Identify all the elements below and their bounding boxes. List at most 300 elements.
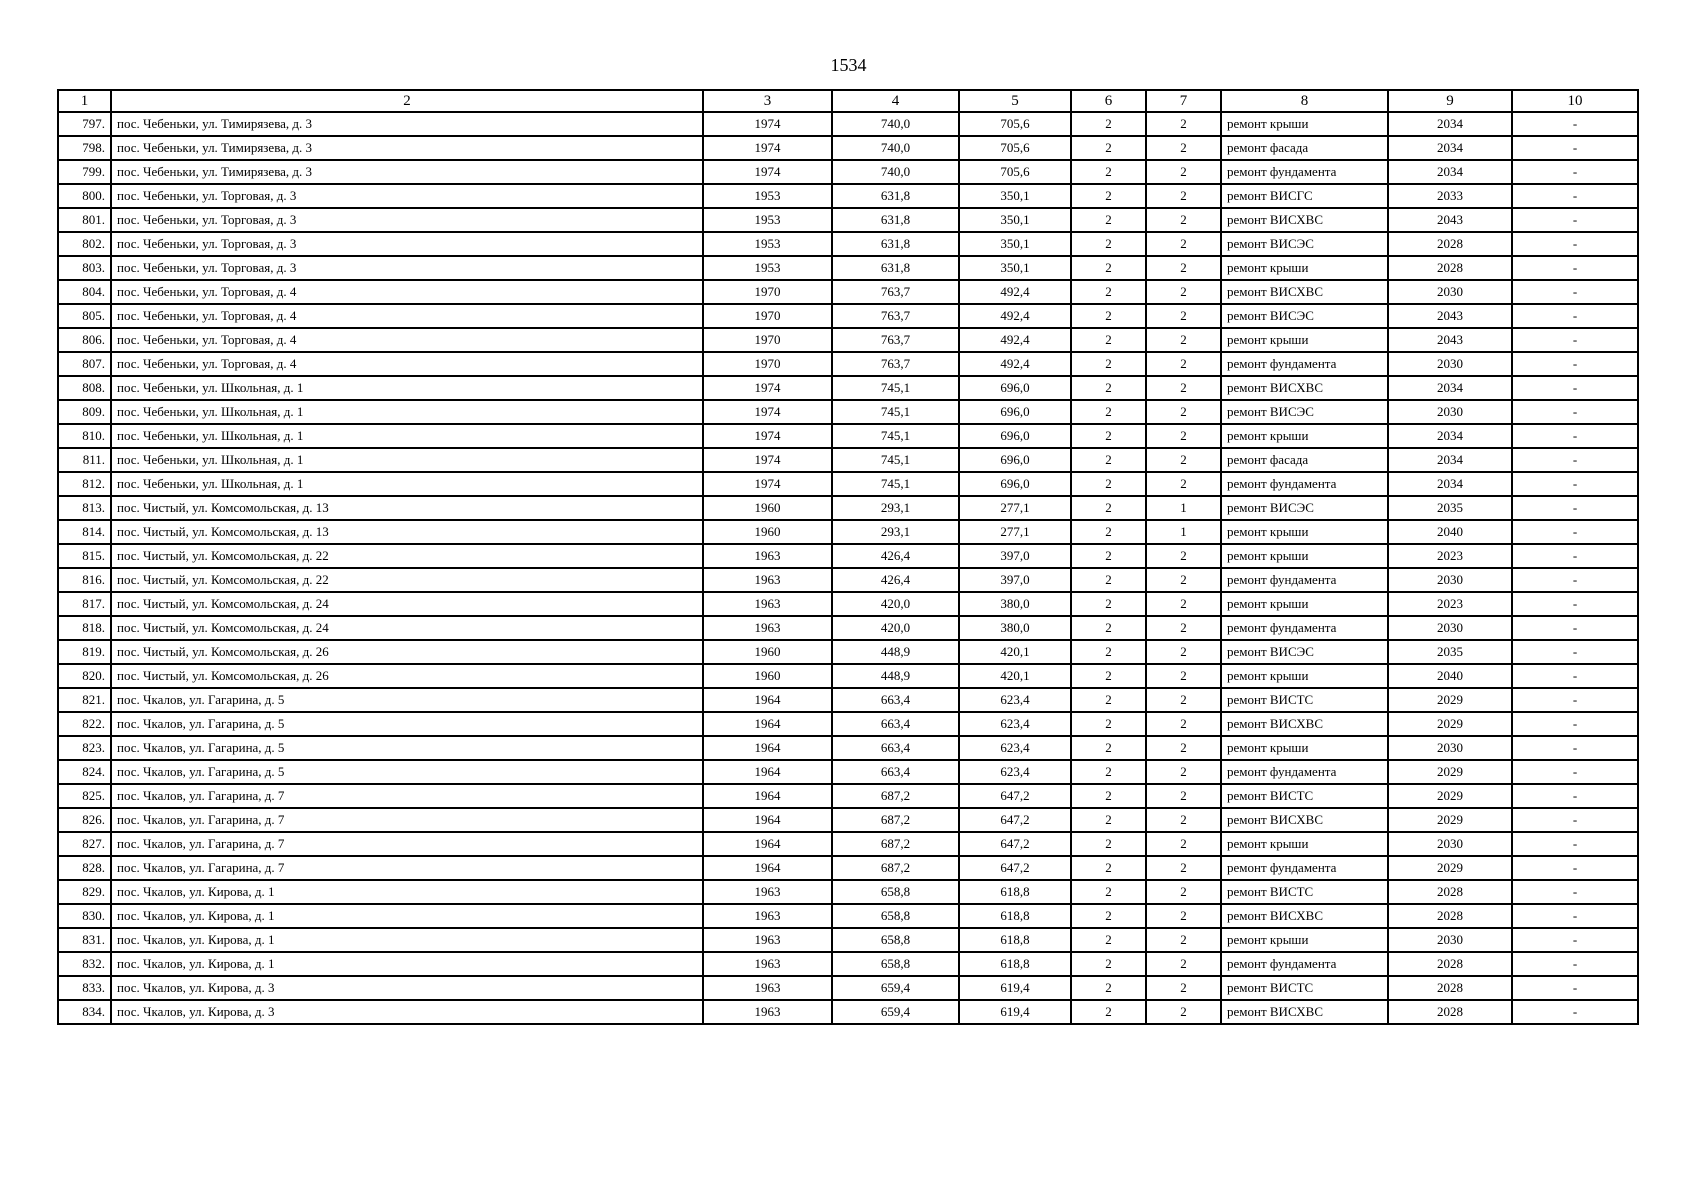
table-row [58, 928, 1638, 952]
work-type-cell: ремонт ВИСЭС [1221, 496, 1388, 520]
entrances-cell: 2 [1146, 280, 1221, 304]
year-cell: 1970 [703, 352, 832, 376]
total-area-cell: 745,1 [832, 376, 959, 400]
floors-cell: 2 [1071, 1000, 1146, 1024]
year-cell: 1974 [703, 448, 832, 472]
work-type-cell: ремонт крыши [1221, 928, 1388, 952]
entrances-cell: 2 [1146, 424, 1221, 448]
row-number-cell: 822. [58, 712, 111, 736]
living-area-cell: 696,0 [959, 376, 1071, 400]
row-number-cell: 807. [58, 352, 111, 376]
entrances-cell: 2 [1146, 448, 1221, 472]
table-row [58, 616, 1638, 640]
year-cell: 1974 [703, 160, 832, 184]
living-area-cell: 618,8 [959, 880, 1071, 904]
row-number-cell: 801. [58, 208, 111, 232]
floors-cell: 2 [1071, 616, 1146, 640]
work-type-cell: ремонт фундамента [1221, 856, 1388, 880]
planned-year-cell: 2030 [1388, 736, 1512, 760]
row-number-cell: 828. [58, 856, 111, 880]
work-type-cell: ремонт ВИСХВС [1221, 1000, 1388, 1024]
planned-year-cell: 2028 [1388, 256, 1512, 280]
year-cell: 1963 [703, 616, 832, 640]
planned-year-cell: 2028 [1388, 232, 1512, 256]
table-row [58, 232, 1638, 256]
address-cell: пос. Чебеньки, ул. Торговая, д. 3 [111, 184, 703, 208]
table-row [58, 784, 1638, 808]
total-area-cell: 687,2 [832, 856, 959, 880]
table-row [58, 640, 1638, 664]
note-cell: - [1512, 208, 1638, 232]
total-area-cell: 663,4 [832, 760, 959, 784]
year-cell: 1974 [703, 376, 832, 400]
planned-year-cell: 2035 [1388, 496, 1512, 520]
address-cell: пос. Чкалов, ул. Кирова, д. 1 [111, 928, 703, 952]
living-area-cell: 380,0 [959, 616, 1071, 640]
entrances-cell: 2 [1146, 472, 1221, 496]
address-cell: пос. Чебеньки, ул. Тимирязева, д. 3 [111, 160, 703, 184]
note-cell: - [1512, 712, 1638, 736]
work-type-cell: ремонт ВИСХВС [1221, 376, 1388, 400]
floors-cell: 2 [1071, 832, 1146, 856]
address-cell: пос. Чкалов, ул. Гагарина, д. 7 [111, 856, 703, 880]
row-number-cell: 812. [58, 472, 111, 496]
table-row [58, 208, 1638, 232]
entrances-cell: 2 [1146, 352, 1221, 376]
table-row [58, 568, 1638, 592]
living-area-cell: 420,1 [959, 640, 1071, 664]
entrances-cell: 2 [1146, 376, 1221, 400]
row-number-cell: 808. [58, 376, 111, 400]
floors-cell: 2 [1071, 568, 1146, 592]
address-cell: пос. Чкалов, ул. Гагарина, д. 7 [111, 784, 703, 808]
year-cell: 1964 [703, 736, 832, 760]
row-number-cell: 833. [58, 976, 111, 1000]
total-area-cell: 659,4 [832, 1000, 959, 1024]
row-number-cell: 810. [58, 424, 111, 448]
work-type-cell: ремонт ВИСХВС [1221, 808, 1388, 832]
row-number-cell: 832. [58, 952, 111, 976]
note-cell: - [1512, 832, 1638, 856]
floors-cell: 2 [1071, 304, 1146, 328]
work-type-cell: ремонт ВИСХВС [1221, 904, 1388, 928]
note-cell: - [1512, 136, 1638, 160]
living-area-cell: 618,8 [959, 928, 1071, 952]
table-row [58, 280, 1638, 304]
entrances-cell: 2 [1146, 112, 1221, 136]
entrances-cell: 2 [1146, 184, 1221, 208]
entrances-cell: 2 [1146, 232, 1221, 256]
row-number-cell: 827. [58, 832, 111, 856]
floors-cell: 2 [1071, 880, 1146, 904]
work-type-cell: ремонт ВИСТС [1221, 784, 1388, 808]
note-cell: - [1512, 112, 1638, 136]
row-number-cell: 813. [58, 496, 111, 520]
address-cell: пос. Чкалов, ул. Гагарина, д. 7 [111, 832, 703, 856]
row-number-cell: 826. [58, 808, 111, 832]
living-area-cell: 420,1 [959, 664, 1071, 688]
planned-year-cell: 2028 [1388, 976, 1512, 1000]
work-type-cell: ремонт крыши [1221, 544, 1388, 568]
total-area-cell: 420,0 [832, 616, 959, 640]
floors-cell: 2 [1071, 904, 1146, 928]
table-row [58, 424, 1638, 448]
note-cell: - [1512, 280, 1638, 304]
entrances-cell: 2 [1146, 1000, 1221, 1024]
floors-cell: 2 [1071, 496, 1146, 520]
address-cell: пос. Чкалов, ул. Кирова, д. 1 [111, 880, 703, 904]
total-area-cell: 448,9 [832, 640, 959, 664]
year-cell: 1953 [703, 208, 832, 232]
floors-cell: 2 [1071, 376, 1146, 400]
living-area-cell: 618,8 [959, 952, 1071, 976]
floors-cell: 2 [1071, 856, 1146, 880]
total-area-cell: 763,7 [832, 352, 959, 376]
work-type-cell: ремонт фундамента [1221, 616, 1388, 640]
table-row [58, 328, 1638, 352]
year-cell: 1963 [703, 904, 832, 928]
living-area-cell: 277,1 [959, 520, 1071, 544]
living-area-cell: 705,6 [959, 112, 1071, 136]
planned-year-cell: 2028 [1388, 880, 1512, 904]
planned-year-cell: 2034 [1388, 424, 1512, 448]
note-cell: - [1512, 544, 1638, 568]
work-type-cell: ремонт крыши [1221, 832, 1388, 856]
total-area-cell: 740,0 [832, 136, 959, 160]
year-cell: 1960 [703, 640, 832, 664]
row-number-cell: 821. [58, 688, 111, 712]
address-cell: пос. Чкалов, ул. Гагарина, д. 5 [111, 736, 703, 760]
total-area-cell: 663,4 [832, 712, 959, 736]
living-area-cell: 696,0 [959, 400, 1071, 424]
total-area-cell: 420,0 [832, 592, 959, 616]
column-header: 10 [1512, 90, 1638, 112]
floors-cell: 2 [1071, 688, 1146, 712]
table-row [58, 160, 1638, 184]
entrances-cell: 2 [1146, 976, 1221, 1000]
address-cell: пос. Чебеньки, ул. Торговая, д. 4 [111, 352, 703, 376]
planned-year-cell: 2034 [1388, 112, 1512, 136]
year-cell: 1963 [703, 592, 832, 616]
planned-year-cell: 2029 [1388, 760, 1512, 784]
address-cell: пос. Чкалов, ул. Кирова, д. 1 [111, 904, 703, 928]
note-cell: - [1512, 736, 1638, 760]
table-row [58, 688, 1638, 712]
year-cell: 1970 [703, 280, 832, 304]
planned-year-cell: 2029 [1388, 856, 1512, 880]
year-cell: 1974 [703, 400, 832, 424]
planned-year-cell: 2028 [1388, 1000, 1512, 1024]
total-area-cell: 293,1 [832, 496, 959, 520]
year-cell: 1963 [703, 1000, 832, 1024]
work-type-cell: ремонт фундамента [1221, 160, 1388, 184]
year-cell: 1974 [703, 424, 832, 448]
year-cell: 1953 [703, 256, 832, 280]
row-number-cell: 823. [58, 736, 111, 760]
note-cell: - [1512, 856, 1638, 880]
column-header: 9 [1388, 90, 1512, 112]
total-area-cell: 763,7 [832, 304, 959, 328]
table-row [58, 664, 1638, 688]
row-number-cell: 834. [58, 1000, 111, 1024]
row-number-cell: 824. [58, 760, 111, 784]
entrances-cell: 2 [1146, 808, 1221, 832]
table-body [58, 112, 1638, 1024]
table-row [58, 448, 1638, 472]
row-number-cell: 804. [58, 280, 111, 304]
work-type-cell: ремонт ВИСТС [1221, 688, 1388, 712]
total-area-cell: 658,8 [832, 952, 959, 976]
row-number-cell: 800. [58, 184, 111, 208]
row-number-cell: 814. [58, 520, 111, 544]
year-cell: 1963 [703, 880, 832, 904]
living-area-cell: 277,1 [959, 496, 1071, 520]
living-area-cell: 618,8 [959, 904, 1071, 928]
table-row [58, 1000, 1638, 1024]
living-area-cell: 696,0 [959, 472, 1071, 496]
page-number: 1534 [830, 55, 867, 75]
planned-year-cell: 2043 [1388, 304, 1512, 328]
row-number-cell: 797. [58, 112, 111, 136]
row-number-cell: 799. [58, 160, 111, 184]
entrances-cell: 2 [1146, 880, 1221, 904]
entrances-cell: 2 [1146, 928, 1221, 952]
living-area-cell: 492,4 [959, 280, 1071, 304]
floors-cell: 2 [1071, 472, 1146, 496]
floors-cell: 2 [1071, 976, 1146, 1000]
work-type-cell: ремонт крыши [1221, 664, 1388, 688]
floors-cell: 2 [1071, 112, 1146, 136]
year-cell: 1960 [703, 664, 832, 688]
floors-cell: 2 [1071, 160, 1146, 184]
total-area-cell: 745,1 [832, 424, 959, 448]
floors-cell: 2 [1071, 208, 1146, 232]
floors-cell: 2 [1071, 352, 1146, 376]
work-type-cell: ремонт крыши [1221, 112, 1388, 136]
table-row [58, 760, 1638, 784]
row-number-cell: 817. [58, 592, 111, 616]
year-cell: 1963 [703, 544, 832, 568]
floors-cell: 2 [1071, 400, 1146, 424]
address-cell: пос. Чкалов, ул. Гагарина, д. 5 [111, 688, 703, 712]
work-type-cell: ремонт крыши [1221, 256, 1388, 280]
entrances-cell: 2 [1146, 712, 1221, 736]
column-header: 1 [58, 90, 111, 112]
entrances-cell: 2 [1146, 856, 1221, 880]
planned-year-cell: 2023 [1388, 544, 1512, 568]
row-number-cell: 803. [58, 256, 111, 280]
row-number-cell: 825. [58, 784, 111, 808]
work-type-cell: ремонт крыши [1221, 328, 1388, 352]
planned-year-cell: 2034 [1388, 472, 1512, 496]
living-area-cell: 397,0 [959, 544, 1071, 568]
note-cell: - [1512, 808, 1638, 832]
year-cell: 1964 [703, 760, 832, 784]
entrances-cell: 2 [1146, 784, 1221, 808]
note-cell: - [1512, 880, 1638, 904]
row-number-cell: 831. [58, 928, 111, 952]
planned-year-cell: 2035 [1388, 640, 1512, 664]
row-number-cell: 805. [58, 304, 111, 328]
planned-year-cell: 2029 [1388, 712, 1512, 736]
row-number-cell: 816. [58, 568, 111, 592]
planned-year-cell: 2034 [1388, 160, 1512, 184]
planned-year-cell: 2029 [1388, 688, 1512, 712]
total-area-cell: 740,0 [832, 160, 959, 184]
note-cell: - [1512, 184, 1638, 208]
work-type-cell: ремонт ВИСЭС [1221, 232, 1388, 256]
planned-year-cell: 2028 [1388, 904, 1512, 928]
entrances-cell: 2 [1146, 568, 1221, 592]
note-cell: - [1512, 640, 1638, 664]
total-area-cell: 658,8 [832, 928, 959, 952]
note-cell: - [1512, 472, 1638, 496]
living-area-cell: 705,6 [959, 160, 1071, 184]
planned-year-cell: 2030 [1388, 400, 1512, 424]
row-number-cell: 829. [58, 880, 111, 904]
entrances-cell: 2 [1146, 640, 1221, 664]
total-area-cell: 745,1 [832, 400, 959, 424]
address-cell: пос. Чебеньки, ул. Торговая, д. 4 [111, 304, 703, 328]
entrances-cell: 2 [1146, 688, 1221, 712]
planned-year-cell: 2030 [1388, 568, 1512, 592]
planned-year-cell: 2030 [1388, 280, 1512, 304]
work-type-cell: ремонт ВИСТС [1221, 976, 1388, 1000]
total-area-cell: 663,4 [832, 736, 959, 760]
address-cell: пос. Чистый, ул. Комсомольская, д. 13 [111, 496, 703, 520]
entrances-cell: 2 [1146, 832, 1221, 856]
living-area-cell: 350,1 [959, 256, 1071, 280]
row-number-cell: 830. [58, 904, 111, 928]
floors-cell: 2 [1071, 784, 1146, 808]
table-row [58, 712, 1638, 736]
work-type-cell: ремонт крыши [1221, 424, 1388, 448]
floors-cell: 2 [1071, 808, 1146, 832]
entrances-cell: 2 [1146, 328, 1221, 352]
year-cell: 1974 [703, 472, 832, 496]
address-cell: пос. Чистый, ул. Комсомольская, д. 22 [111, 544, 703, 568]
work-type-cell: ремонт ВИСЭС [1221, 400, 1388, 424]
work-type-cell: ремонт крыши [1221, 592, 1388, 616]
living-area-cell: 623,4 [959, 688, 1071, 712]
note-cell: - [1512, 688, 1638, 712]
floors-cell: 2 [1071, 592, 1146, 616]
note-cell: - [1512, 352, 1638, 376]
work-type-cell: ремонт ВИСЭС [1221, 640, 1388, 664]
year-cell: 1974 [703, 112, 832, 136]
living-area-cell: 350,1 [959, 184, 1071, 208]
living-area-cell: 705,6 [959, 136, 1071, 160]
entrances-cell: 2 [1146, 160, 1221, 184]
floors-cell: 2 [1071, 952, 1146, 976]
planned-year-cell: 2030 [1388, 352, 1512, 376]
row-number-cell: 806. [58, 328, 111, 352]
planned-year-cell: 2043 [1388, 328, 1512, 352]
note-cell: - [1512, 400, 1638, 424]
total-area-cell: 687,2 [832, 832, 959, 856]
living-area-cell: 623,4 [959, 760, 1071, 784]
planned-year-cell: 2028 [1388, 952, 1512, 976]
note-cell: - [1512, 928, 1638, 952]
entrances-cell: 2 [1146, 136, 1221, 160]
address-cell: пос. Чебеньки, ул. Торговая, д. 3 [111, 256, 703, 280]
table-row [58, 496, 1638, 520]
address-cell: пос. Чебеньки, ул. Школьная, д. 1 [111, 376, 703, 400]
work-type-cell: ремонт ВИСХВС [1221, 712, 1388, 736]
table-row [58, 952, 1638, 976]
row-number-cell: 819. [58, 640, 111, 664]
table-row [58, 976, 1638, 1000]
table-row [58, 592, 1638, 616]
table-row [58, 352, 1638, 376]
column-header: 5 [959, 90, 1071, 112]
year-cell: 1963 [703, 952, 832, 976]
living-area-cell: 647,2 [959, 856, 1071, 880]
living-area-cell: 492,4 [959, 352, 1071, 376]
year-cell: 1964 [703, 784, 832, 808]
floors-cell: 2 [1071, 760, 1146, 784]
living-area-cell: 696,0 [959, 448, 1071, 472]
table-row [58, 256, 1638, 280]
work-type-cell: ремонт крыши [1221, 520, 1388, 544]
living-area-cell: 619,4 [959, 1000, 1071, 1024]
year-cell: 1964 [703, 712, 832, 736]
entrances-cell: 1 [1146, 520, 1221, 544]
table-row [58, 808, 1638, 832]
year-cell: 1964 [703, 808, 832, 832]
planned-year-cell: 2040 [1388, 664, 1512, 688]
planned-year-cell: 2030 [1388, 616, 1512, 640]
entrances-cell: 2 [1146, 592, 1221, 616]
row-number-cell: 809. [58, 400, 111, 424]
total-area-cell: 745,1 [832, 448, 959, 472]
floors-cell: 2 [1071, 424, 1146, 448]
total-area-cell: 659,4 [832, 976, 959, 1000]
planned-year-cell: 2030 [1388, 832, 1512, 856]
work-type-cell: ремонт крыши [1221, 736, 1388, 760]
address-cell: пос. Чебеньки, ул. Торговая, д. 3 [111, 208, 703, 232]
address-cell: пос. Чкалов, ул. Кирова, д. 1 [111, 952, 703, 976]
table-row [58, 832, 1638, 856]
table-row [58, 400, 1638, 424]
note-cell: - [1512, 328, 1638, 352]
year-cell: 1964 [703, 688, 832, 712]
table-row [58, 736, 1638, 760]
address-cell: пос. Чкалов, ул. Кирова, д. 3 [111, 1000, 703, 1024]
floors-cell: 2 [1071, 184, 1146, 208]
address-cell: пос. Чистый, ул. Комсомольская, д. 26 [111, 664, 703, 688]
total-area-cell: 293,1 [832, 520, 959, 544]
work-type-cell: ремонт фундамента [1221, 568, 1388, 592]
planned-year-cell: 2043 [1388, 208, 1512, 232]
total-area-cell: 763,7 [832, 280, 959, 304]
floors-cell: 2 [1071, 448, 1146, 472]
work-type-cell: ремонт фасада [1221, 136, 1388, 160]
address-cell: пос. Чебеньки, ул. Торговая, д. 4 [111, 280, 703, 304]
note-cell: - [1512, 976, 1638, 1000]
entrances-cell: 2 [1146, 304, 1221, 328]
planned-year-cell: 2034 [1388, 376, 1512, 400]
note-cell: - [1512, 256, 1638, 280]
living-area-cell: 492,4 [959, 328, 1071, 352]
total-area-cell: 631,8 [832, 232, 959, 256]
living-area-cell: 647,2 [959, 832, 1071, 856]
year-cell: 1970 [703, 328, 832, 352]
entrances-cell: 2 [1146, 208, 1221, 232]
table-row [58, 472, 1638, 496]
planned-year-cell: 2030 [1388, 928, 1512, 952]
entrances-cell: 1 [1146, 496, 1221, 520]
